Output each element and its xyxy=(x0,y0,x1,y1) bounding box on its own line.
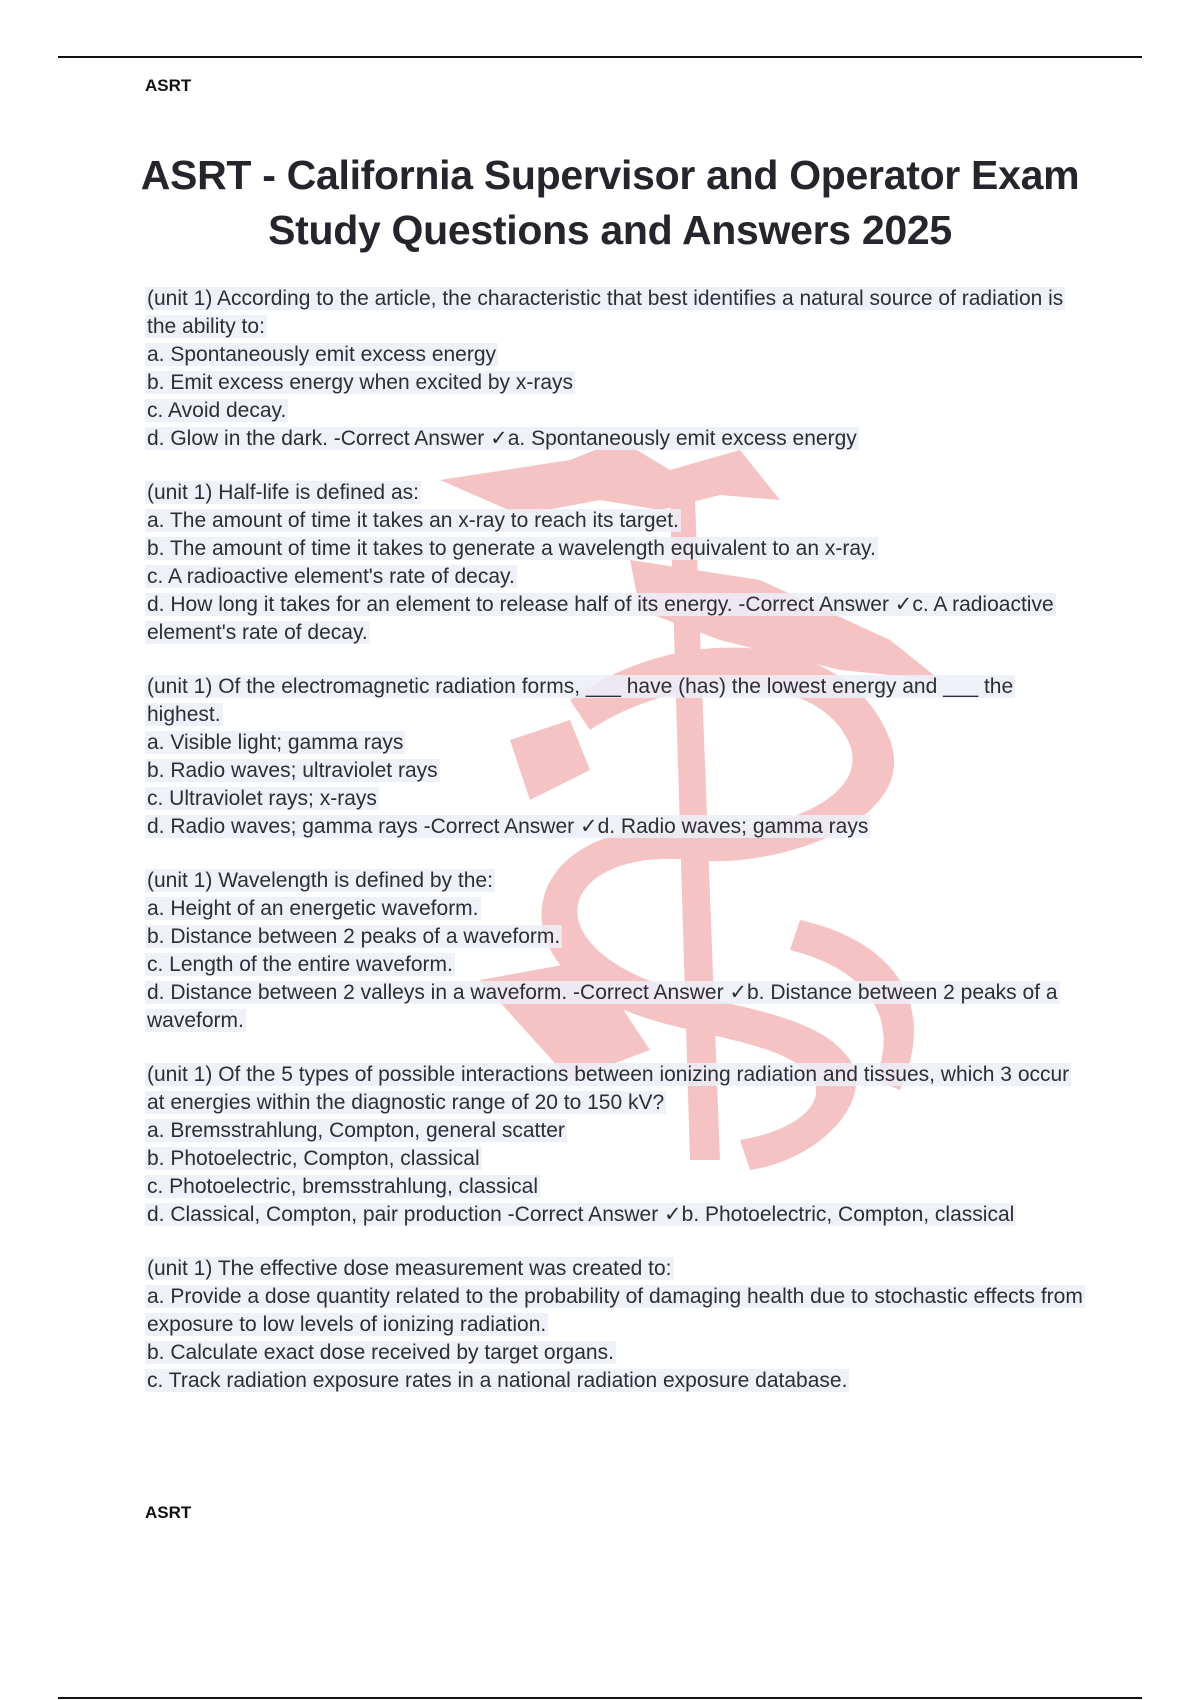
answer-option: b. Emit excess energy when excited by x-rays xyxy=(147,371,574,394)
top-rule xyxy=(58,56,1142,58)
answer-option: a. Provide a dose quantity related to the probability of damaging health due to stochastic effects from exposure to low levels of ionizing radiation. xyxy=(147,1285,1083,1336)
answer-option: c. A radioactive element's rate of decay. xyxy=(147,565,515,588)
answer-option: b. Photoelectric, Compton, classical xyxy=(147,1147,480,1170)
answer-option: b. The amount of time it takes to generate a wavelength equivalent to an x-ray. xyxy=(147,537,876,560)
answer-option: b. Radio waves; ultraviolet rays xyxy=(147,759,438,782)
answer-option: c. Avoid decay. xyxy=(147,399,287,422)
document-title xyxy=(140,148,1080,258)
answer-option: a. Spontaneously emit excess energy xyxy=(147,343,497,366)
answer-option-with-correct-answer: d. Radio waves; gamma rays -Correct Answer ✓d. Radio waves; gamma rays xyxy=(147,815,869,838)
running-footer: ASRT xyxy=(145,1503,192,1522)
answer-option: c. Length of the entire waveform. xyxy=(147,953,453,976)
answer-option: a. Visible light; gamma rays xyxy=(147,731,404,754)
answer-option: b. Distance between 2 peaks of a waveform. xyxy=(147,925,561,948)
question-list xyxy=(145,285,1090,1421)
question-3 xyxy=(145,673,1090,841)
running-header: ASRT xyxy=(145,76,192,95)
question-stem: (unit 1) Of the electromagnetic radiation forms, ___ have (has) the lowest energy and ___ the highest. xyxy=(147,675,1014,726)
answer-option: c. Ultraviolet rays; x-rays xyxy=(147,787,377,810)
question-stem: (unit 1) Wavelength is defined by the: xyxy=(147,869,493,892)
question-stem: (unit 1) According to the article, the characteristic that best identifies a natural source of radiation is the ability to: xyxy=(147,287,1064,338)
bottom-rule xyxy=(58,1697,1142,1699)
answer-option: b. Calculate exact dose received by target organs. xyxy=(147,1341,614,1364)
answer-option-with-correct-answer: d. Classical, Compton, pair production -Correct Answer ✓b. Photoelectric, Compton, classical xyxy=(147,1203,1015,1226)
answer-option-with-correct-answer: d. Glow in the dark. -Correct Answer ✓a. Spontaneously emit excess energy xyxy=(147,427,857,450)
answer-option: c. Photoelectric, bremsstrahlung, classical xyxy=(147,1175,538,1198)
question-4 xyxy=(145,867,1090,1035)
question-6 xyxy=(145,1255,1090,1395)
question-2 xyxy=(145,479,1090,647)
answer-option: a. Height of an energetic waveform. xyxy=(147,897,479,920)
question-1 xyxy=(145,285,1090,453)
question-stem: (unit 1) Of the 5 types of possible interactions between ionizing radiation and tissues, which 3 occur at energies within the diagnostic range of 20 to 150 kV? xyxy=(147,1063,1070,1114)
answer-option-with-correct-answer: d. How long it takes for an element to release half of its energy. -Correct Answer ✓c. A radioactive element's rate of decay. xyxy=(147,593,1054,644)
title-line-2: Study Questions and Answers 2025 xyxy=(268,207,952,253)
question-5 xyxy=(145,1061,1090,1229)
question-stem: (unit 1) The effective dose measurement was created to: xyxy=(147,1257,672,1280)
question-stem: (unit 1) Half-life is defined as: xyxy=(147,481,419,504)
title-line-1: ASRT - California Supervisor and Operator Exam xyxy=(140,152,1080,198)
answer-option: a. The amount of time it takes an x-ray to reach its target. xyxy=(147,509,679,532)
answer-option: a. Bremsstrahlung, Compton, general scatter xyxy=(147,1119,565,1142)
answer-option: c. Track radiation exposure rates in a national radiation exposure database. xyxy=(147,1369,848,1392)
answer-option-with-correct-answer: d. Distance between 2 valleys in a waveform. -Correct Answer ✓b. Distance between 2 peaks of a waveform. xyxy=(147,981,1058,1032)
